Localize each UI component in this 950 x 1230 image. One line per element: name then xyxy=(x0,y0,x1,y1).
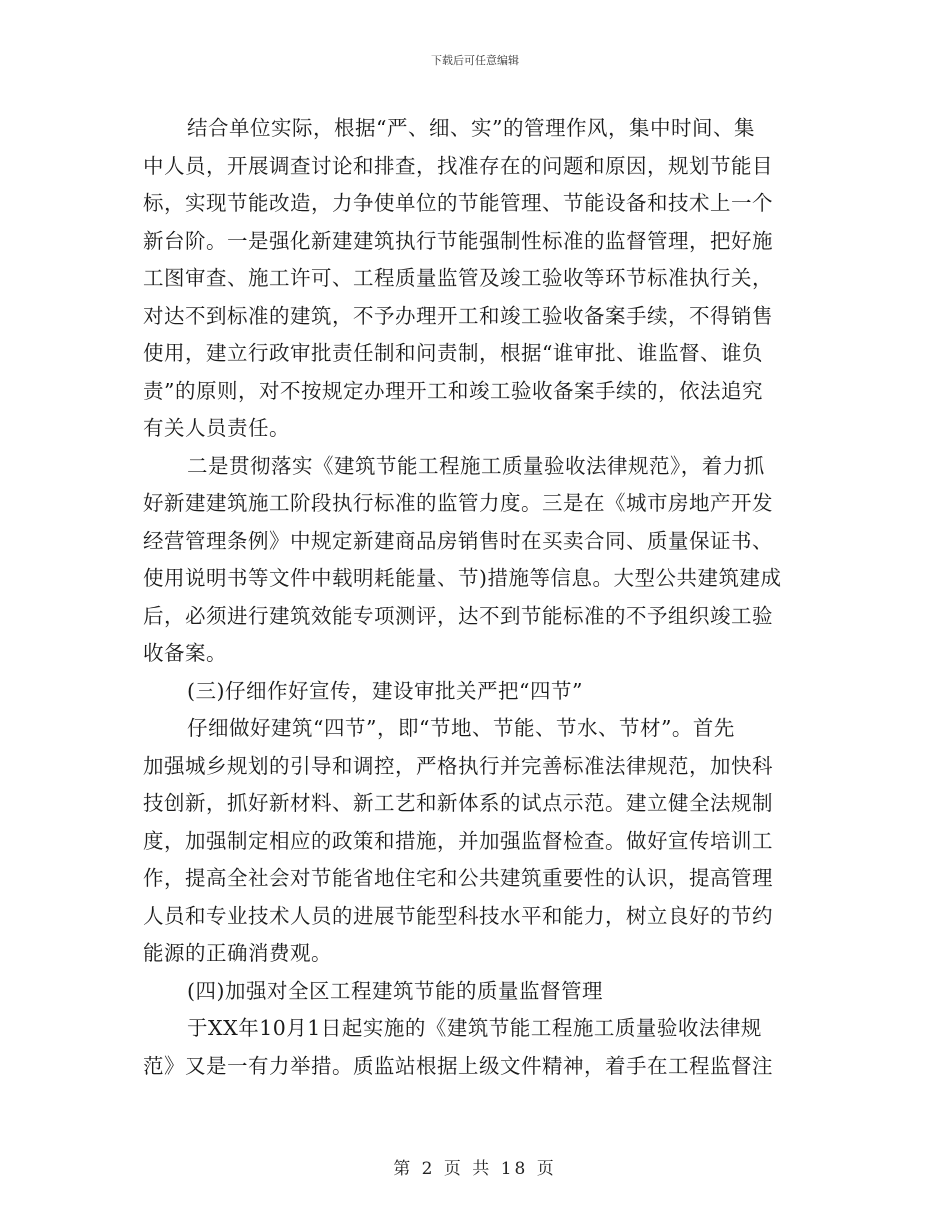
paragraph-line: 新台阶。一是强化新建建筑执行节能强制性标准的监督管理，把好施 xyxy=(143,228,773,253)
paragraph-line: 使用，建立行政审批责任制和问责制，根据“谁审批、谁监督、谁负 xyxy=(143,341,763,365)
paragraph-line: 作，提高全社会对节能省地住宅和公共建筑重要性的认识，提高管理 xyxy=(143,866,773,890)
paragraph-line: 于XX年10月1日起实施的《建筑节能工程施工质量验收法律规 xyxy=(187,1016,762,1040)
section-heading: (三)仔细作好宣传，建设审批关严把“四节” xyxy=(187,678,583,703)
paragraph-line: 中人员，开展调查讨论和排查，找准存在的问题和原因，规划节能目 xyxy=(143,153,773,178)
paragraph-line: 经营管理条例》中规定新建商品房销售时在买卖合同、质量保证书、 xyxy=(143,528,773,553)
paragraph-line: 工图审查、施工许可、工程质量监管及竣工验收等环节标准执行关， xyxy=(143,266,773,290)
paragraph-line: 有关人员责任。 xyxy=(143,416,290,440)
paragraph-line: 对达不到标准的建筑，不予办理开工和竣工验收备案手续，不得销售 xyxy=(143,303,773,328)
page-header: 下载后可任意编辑 xyxy=(431,54,519,67)
paragraph-line: 技创新，抓好新材料、新工艺和新体系的试点示范。建立健全法规制 xyxy=(143,791,773,815)
document-body xyxy=(143,110,799,1085)
paragraph-line: 仔细做好建筑“四节”，即“节地、节能、节水、节材”。首先 xyxy=(187,716,735,740)
paragraph-line: 加强城乡规划的引导和调控，严格执行并完善标准法律规范，加快科 xyxy=(143,753,773,778)
paragraph-line: 标，实现节能改造，力争使单位的节能管理、节能设备和技术上一个 xyxy=(143,191,773,215)
paragraph-line: 责”的原则，对不按规定办理开工和竣工验收备案手续的，依法追究 xyxy=(143,378,763,403)
paragraph-line: 收备案。 xyxy=(143,641,227,665)
section-heading: (四)加强对全区工程建筑节能的质量监督管理 xyxy=(187,978,603,1003)
paragraph-line: 度，加强制定相应的政策和措施，并加强监督检查。做好宣传培训工 xyxy=(143,828,773,853)
paragraph-line: 好新建建筑施工阶段执行标准的监管力度。三是在《城市房地产开发 xyxy=(143,491,773,515)
page-footer: 第 2 页 共 18 页 xyxy=(393,1159,557,1179)
paragraph-line: 能源的正确消费观。 xyxy=(143,941,332,965)
paragraph-line: 结合单位实际，根据“严、细、实”的管理作风，集中时间、集 xyxy=(187,116,755,140)
paragraph-line: 使用说明书等文件中载明耗能量、节)措施等信息。大型公共建筑建成 xyxy=(143,566,782,590)
paragraph-line: 后，必须进行建筑效能专项测评，达不到节能标准的不予组织竣工验 xyxy=(143,603,773,628)
paragraph-line: 二是贯彻落实《建筑节能工程施工质量验收法律规范》，着力抓 xyxy=(187,453,765,478)
paragraph-line: 范》又是一有力举措。质监站根据上级文件精神，着手在工程监督注 xyxy=(143,1053,773,1078)
paragraph-line: 人员和专业技术人员的进展节能型科技水平和能力，树立良好的节约 xyxy=(143,903,773,928)
